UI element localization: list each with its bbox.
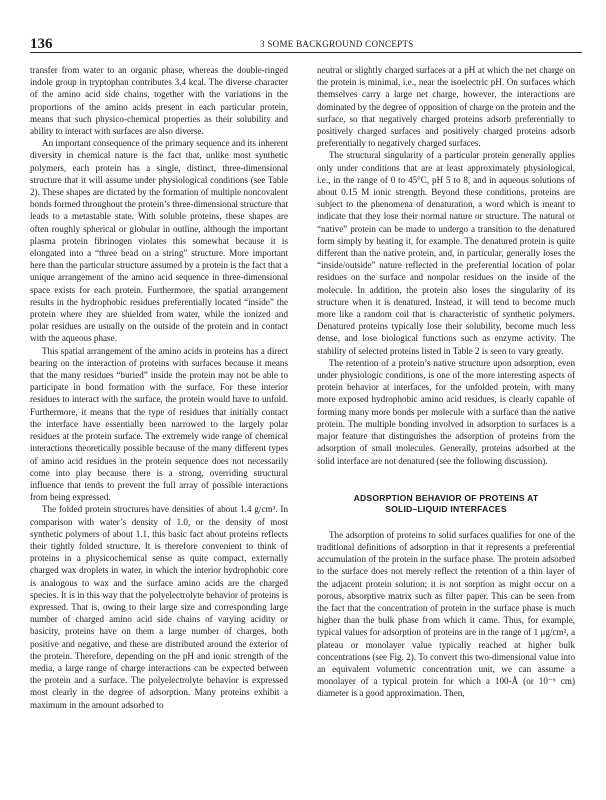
page-header bbox=[30, 36, 582, 52]
paragraph: neutral or slightly charged surfaces at a pH at which the net charge on the protein is minimal, i.e., near the isoelectric pH. On surfaces which themselves carry a large net charge, however, the interactions are dominated by the degree of opposition of charge on the protein and the surface, so that negatively charged proteins adsorb preferentially to positively charged surfaces and positively charged proteins adsorb preferentially to negatively charged surfaces. bbox=[317, 65, 575, 149]
paragraph: The structural singularity of a particular protein generally applies only under conditions that are at least approximately physiological, i.e., in the range of 0 to 45°C, pH 5 to 8, and in aqueous solutions of about 0.15 M ionic strength. Beyond these conditions, proteins are subject to the phenomena of denaturation, a word which is meant to indicate that they lose their normal nature or structure. The natural or “native” protein can be made to undergo a transition to the denatured form simply by heating it, for example. The denatured protein is quite different than the native protein, and, in particular, generally loses the “inside/outside” nature reflected in the preferential location of polar residues on the surface and nonpolar residues on the inside of the molecule. In addition, the protein also loses the singularity of its structure when it is denatured. Instead, it will tend to become much more like a random coil that is characteristic of synthetic polymers. Denatured proteins typically lose their solubility, become much less dense, and lose biological functions such as enzyme activity. The stability of selected proteins listed in Table 2 is seen to vary greatly. bbox=[317, 150, 575, 356]
section-heading-line1: ADSORPTION BEHAVIOR OF PROTEINS AT bbox=[353, 492, 539, 503]
chapter-title: 3 SOME BACKGROUND CONCEPTS bbox=[260, 39, 414, 49]
paragraph: The adsorption of proteins to solid surfaces qualifies for one of the traditional definitions of adsorption in that it represents a preferential accumulation of the protein in the surface phase. The protein adsorbed to the surface does not merely reflect the retention of a thin layer of the adjacent protein solution; it is not sorption as might occur on a porous, absorptive matrix such as filter paper. This can be seen from the fact that the concentration of protein in the surface phase is much higher than the bulk phase from which it came. Thus, for example, typical values for adsorption of proteins are in the range of 1 μg/cm², a plateau or monolayer value typically reached at higher bulk concentrations (see Fig. 2). To convert this two-dimensional value into an equivalent volumetric concentration unit, we can assume a monolayer of a typical protein for which a 100-Å (or 10⁻⁶ cm) diameter is a good approximation. Then, bbox=[317, 529, 575, 699]
right-column bbox=[317, 64, 575, 700]
page-number: 136 bbox=[30, 36, 53, 52]
paragraph: An important consequence of the primary sequence and its inherent diversity in chemical nature is the fact that, unlike most synthetic polymers, each protein has a single, distinct, three-dimensional structure that it will assume under physiological conditions (see Table 2). These shapes are dictated by the formation of multiple noncovalent bonds formed throughout the protein’s three-dimensional structure that leads to a metastable state. With soluble proteins, these shapes are often roughly spherical or globular in outline, although the important plasma protein fibrinogen violates this somewhat because it is elongated into a “three bead on a string” structure. More important here than the particular structure assumed by a protein is the fact that a unique arrangement of the amino acid sequence in three-dimensional space exists for each protein. Furthermore, the spatial arrangement results in the hydrophobic residues preferentially located “inside” the protein where they are shielded from water, while the ionized and polar residues are usually on the outside of the protein and in contact with the aqueous phase. bbox=[30, 138, 288, 344]
paragraph: transfer from water to an organic phase, whereas the double-ringed indole group in tryptophan contributes 3.4 kcal. The diverse character of the amino acid side chains, together with the variations in the proportions of the amino acids present in each particular protein, means that such physico-chemical properties as their solubility and ability to interact with surfaces are also diverse. bbox=[30, 65, 288, 137]
section-heading bbox=[317, 493, 575, 515]
left-column bbox=[30, 64, 288, 711]
paragraph: The retention of a protein’s native structure upon adsorption, even under physiologic conditions, is one of the more interesting aspects of protein behavior at interfaces, for the unfolded protein, with many more exposed hydrophobic amino acid residues, is clearly capable of forming many more bonds per molecule with a surface than the native protein. The multiple bonding involved in adsorption to surfaces is a major feature that distinguishes the adsorption of proteins from the adsorption of small molecules. Generally, proteins adsorbed at the solid interface are not denatured (see the following discussion). bbox=[317, 357, 575, 466]
section-heading-line2: SOLID–LIQUID INTERFACES bbox=[385, 503, 507, 514]
header-rule bbox=[30, 52, 582, 53]
paragraph: This spatial arrangement of the amino acids in proteins has a direct bearing on the interaction of proteins with surfaces because it means that the many residues “buried” inside the protein may not be able to participate in bond formation with the surface. For these interior residues to interact with the surface, the protein would have to unfold. Furthermore, it means that the type of residues that initially contact the interface have essentially been narrowed to the largely polar residues at the protein surface. The extremely wide range of chemical interactions theoretically possible because of the many different types of amino acid residues in the protein sequence does not necessarily come into play because there is a strong, overriding structural influence that tends to prevent the full array of possible interactions from being expressed. bbox=[30, 345, 288, 503]
paragraph: The folded protein structures have densities of about 1.4 g/cm³. In comparison with water’s density of 1.0, or the density of most synthetic polymers of about 1.1, this basic fact about proteins reflects their tightly folded structure. It is therefore convenient to think of proteins in a physicochemical sense as quite compact, externally charged wax droplets in water, in which the interior hydrophobic core is analogous to wax and the surface amino acids are the charged species. It is in this way that the polyelectrolyte behavior of proteins is expressed. That is, owing to their large size and corresponding large number of charged amino acid side chains of varying acidity or basicity, proteins have on them a large number of charges, both positive and negative, and these are distributed around the exterior of the protein. Therefore, depending on the pH and ionic strength of the media, a large range of charge interactions can be expected between the protein and a surface. The polyelectrolyte behavior is expressed most clearly in the degree of adsorption. Many proteins exhibit a maximum in the amount adsorbed to bbox=[30, 504, 288, 710]
